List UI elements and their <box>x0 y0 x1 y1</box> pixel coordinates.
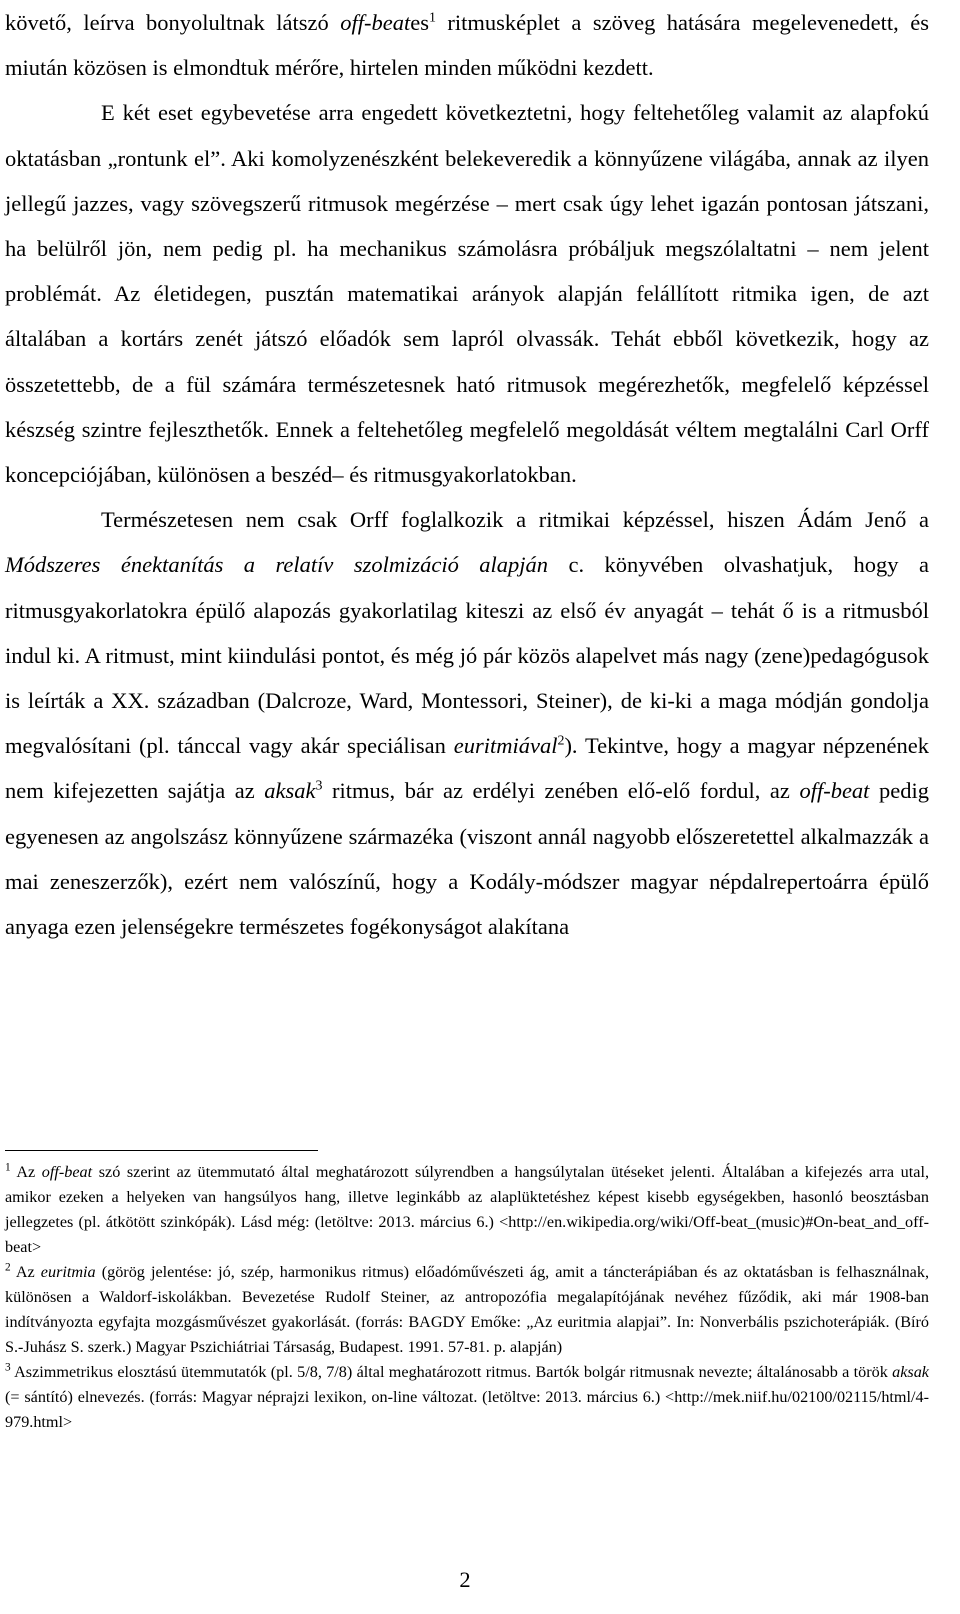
italic-text: euritmiával <box>453 733 558 759</box>
text-run: ritmus, bár az erdélyi zenében elő-elő fordul, az <box>322 778 800 804</box>
footnote-number: 2 <box>5 1261 11 1274</box>
footnote <box>5 1160 929 1260</box>
text-run: Az <box>10 1163 42 1181</box>
text-run: (= sántító) elnevezés. (forrás: Magyar néprajzi lexikon, on-line változat. (letöltve: 2013. március 6.) <http://mek.niif.hu/02100/02115/html/4-979.html> <box>5 1388 929 1431</box>
footnote <box>5 1360 929 1435</box>
text-run: c. könyvében olvashatjuk, hogy a ritmusgyakorlatokra épülő alapozás gyakorlatilag kiteszi az első év anyagát – tehát ő is a ritmusból indul ki. A ritmust, mint kiindulási pontot, és még jó pár közös alapelvet más nagy (zene)pedagógusok is leírták a XX. században (Dalcroze, Ward, Montessori, Steiner), de ki-ki a maga módján gondolja megvalósítani (pl. tánccal vagy akár speciálisan <box>5 552 929 759</box>
paragraph <box>5 497 929 949</box>
italic-text: euritmia <box>40 1263 96 1281</box>
text-run: Az <box>10 1263 41 1281</box>
paragraph <box>5 0 929 90</box>
text-run: (görög jelentése: jó, szép, harmonikus ritmus) előadóművészeti ág, amit a táncterápiában és az oktatásban is felhasználnak, különösen a Waldorf-iskolákban. Bevezetése Rudolf Steiner, az antropozófia megalapítójának nevéhez fűződik, aki már 1908-ban indítványozta egyfajta mozgásművészet gyakorlását. (forrás: BAGDY Emőke: „Az euritmia alapjai”. In: Nonverbális pszichoterápiák. (Bíró S.-Juhász S. szerk.) Magyar Pszichiátriai Társaság, Budapest. 1991. 57-81. p. alapján) <box>5 1263 930 1356</box>
italic-text: Módszeres énektanítás a relatív szolmizáció alapján <box>5 552 549 578</box>
text-run: ). Tekintve, hogy a magyar népzenének nem kifejezetten sajátja az <box>5 733 929 804</box>
footnotes <box>5 1160 929 1435</box>
footnote-number: 1 <box>5 1161 11 1174</box>
italic-text: aksak <box>892 1363 929 1381</box>
text-run: es <box>410 10 429 35</box>
footnote-reference: 3 <box>315 778 323 794</box>
italic-text: off-beat <box>799 778 870 804</box>
text-run: követő, leírva bonyolultnak látszó <box>5 10 341 35</box>
italic-text: off-beat <box>340 10 411 35</box>
text-run: E két eset egybevetése arra engedett következtetni, hogy feltehetőleg valamit az alapfokú oktatásban „rontunk el”. Aki komolyzenészként belekeveredik a könnyűzene világába, annak az ilyen jellegű jazzes, vagy szövegszerű ritmusok megérzése – mert csak úgy lehet igazán pontosan játszani, ha belülről jön, nem pedig pl. ha mechanikus számolásra próbáljuk megszólaltatni – nem jelent problémát. Az életidegen, pusztán matematikai arányok alapján felállított ritmika igen, de azt általában a kortárs zenét játszó előadók sem lapról olvassák. Tehát ebből következik, hogy az összetettebb, de a fül számára természetesnek ható ritmusok megérezhetők, megfelelő képzéssel készség szintre fejleszthetők. Ennek a feltehetőleg megfelelő megoldását véltem megtalálni Carl Orff koncepciójában, különösen a beszéd– és ritmusgyakorlatokban. <box>5 100 929 488</box>
text-run: Természetesen nem csak Orff foglalkozik a ritmikai képzéssel, hiszen Ádám Jenő a <box>101 507 929 533</box>
text-run: Aszimmetrikus elosztású ütemmutatók (pl. 5/8, 7/8) által meghatározott ritmus. Bartók bolgár ritmusnak nevezte; általánosabb a török <box>10 1363 893 1381</box>
page-body <box>5 0 929 949</box>
footnote <box>5 1260 929 1360</box>
paragraph <box>5 90 929 497</box>
italic-text: aksak <box>264 778 316 804</box>
footnote-reference: 1 <box>428 10 436 26</box>
text-run: pedig egyenesen az angolszász könnyűzene származéka (viszont annál nagyobb előszeretettel alkalmazzák a mai zeneszerzők), ezért nem valószínű, hogy a Kodály-módszer magyar népdalrepertoárra épülő anyaga ezen jelenségekre természetes fogékonyságot alakítana <box>5 778 929 940</box>
page-number: 2 <box>459 1567 471 1592</box>
footnote-number: 3 <box>5 1361 11 1374</box>
text-run: szó szerint az ütemmutató által meghatározott súlyrendben a hangsúlytalan ütéseket jelenti. Általában a kifejezés arra utal, amikor ezeken a helyeken van hangsúlyos hang, illetve leginkább az alaplüktetéshez képest kisebb egységekben, hasonló beosztásban jellegzetes (pl. átkötött szinkópák). Lásd még: (letöltve: 2013. március 6.) <http://en.wikipedia.org/wiki/Off-beat_(music)#On-beat_and_off-beat> <box>5 1163 929 1256</box>
footnote-separator <box>5 1150 318 1151</box>
footnote-reference: 2 <box>557 733 565 749</box>
body-text <box>5 0 929 949</box>
italic-text: off-beat <box>41 1163 93 1181</box>
text-run: ritmusképlet a szöveg hatására megelevenedett, és miután közösen is elmondtuk mérőre, hirtelen minden működni kezdett. <box>5 10 929 81</box>
